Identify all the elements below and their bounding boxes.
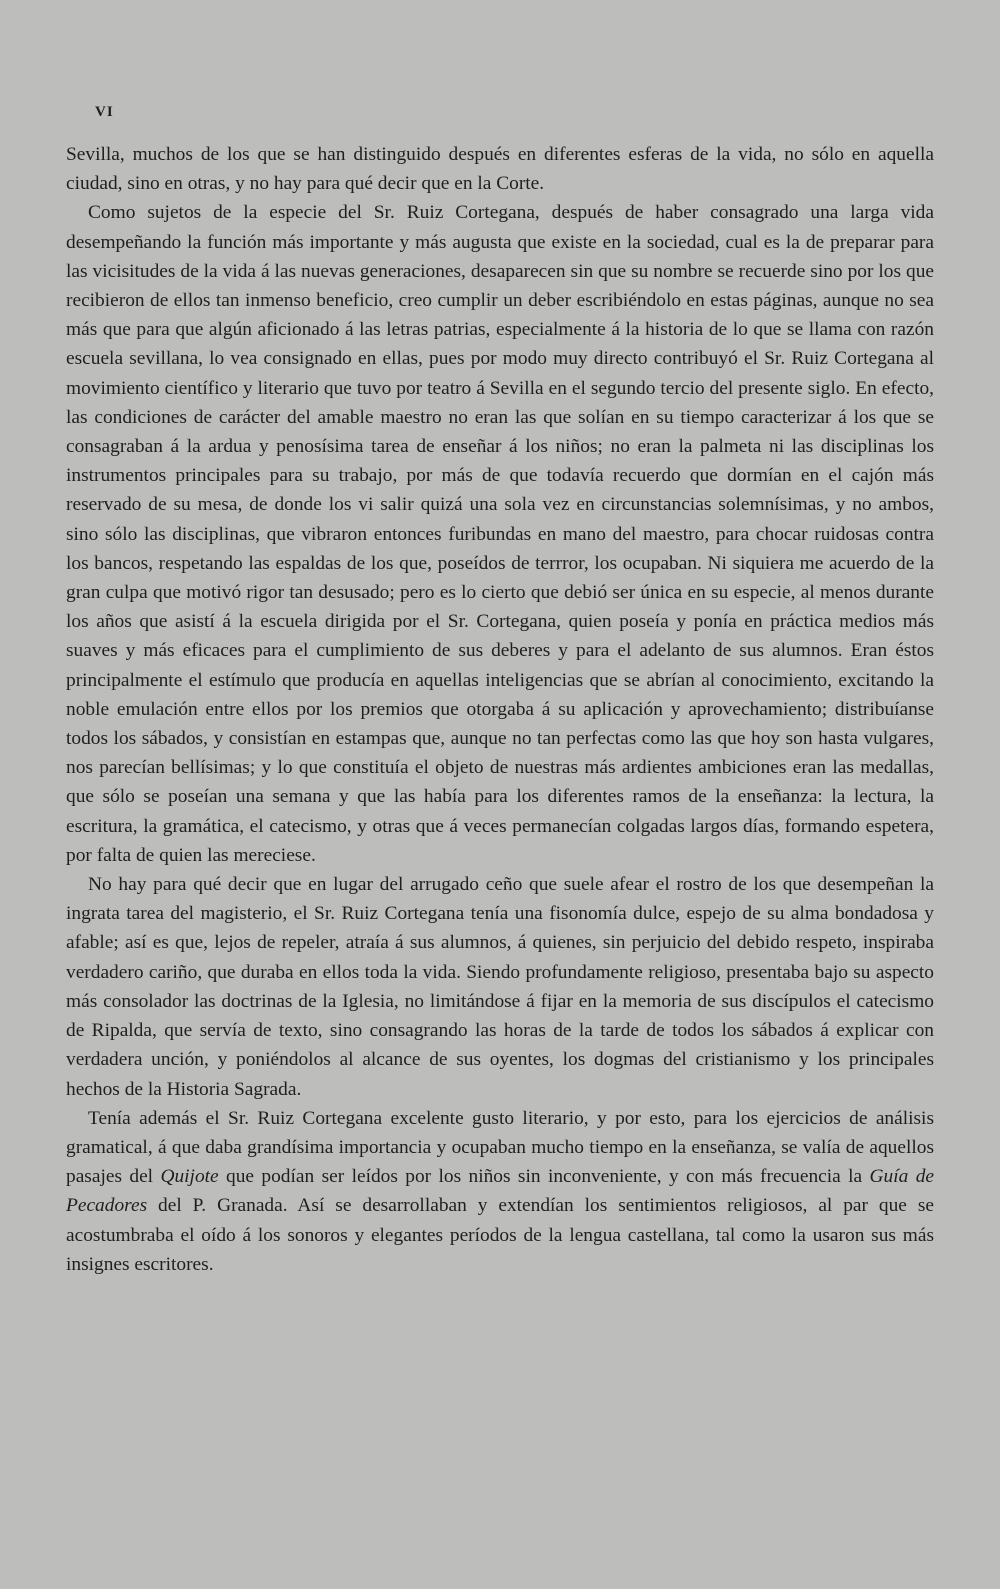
paragraph-3-text: No hay para qué decir que en lugar del arrugado ceño que suele afear el rostro de los que desempeñan la ingrata tarea del magisterio, el Sr. Ruiz Cortegana tenía una fisonomía dulce, espejo de su alma bondadosa y afable; así es que, lejos de repeler, atraía á sus alumnos, á quienes, sin perjuicio del debido respeto, inspiraba verdadero cariño, que duraba en ellos toda la vida. Siendo profundamente religioso, presentaba bajo su aspecto más consolador las doctrinas de la Iglesia, no limitándose á fijar en la memoria de sus discípulos el catecismo de Ripalda, que servía de texto, sino consagrando las horas de la tarde de todos los sábados á explicar con verdadera unción, y poniéndolos al alcance de sus oyentes, los dogmas del cristianismo y los principales hechos de la Historia Sagrada.: [66, 874, 934, 1100]
book-title-guia-de-pecadores: Guía de Pecadores: [66, 1166, 935, 1217]
paragraph-4-text-c: del P. Granada. Así se desarrollaban y extendían los sentimientos religiosos, al par que se acostumbraba el oído á los sonoros y elegantes períodos de la lengua castellana, tal como la usaron sus más insignes escritores.: [66, 1195, 934, 1275]
paragraph-2: [66, 198, 934, 870]
paragraph-4-text-a: Tenía además el Sr. Ruiz Cortegana excelente gusto literario, y por esto, para los ejercicios de análisis gramatical, á que daba grandísima importancia y ocupaban mucho tiempo en la enseñanza, se valía de aquellos pasajes del: [66, 1107, 934, 1188]
paragraph-1-text: Sevilla, muchos de los que se han distinguido después en diferentes esferas de la vida, no sólo en aquella ciudad, sino en otras, y no hay para qué decir que en la Corte.: [66, 144, 934, 195]
book-title-quijote: Quijote: [160, 1166, 219, 1188]
paragraph-4-text-b: que podían ser leídos por los niños sin inconveniente, y con más frecuencia la: [218, 1166, 870, 1188]
page-number: VI: [95, 104, 114, 120]
paragraph-1: [66, 140, 934, 198]
paragraph-3: [66, 870, 934, 1104]
paragraph-4: [66, 1104, 934, 1279]
body-text: [66, 140, 934, 1279]
paragraph-2-text: Como sujetos de la especie del Sr. Ruiz Cortegana, después de haber consagrado una larga vida desempeñando la función más importante y más augusta que existe en la sociedad, cual es la de preparar para las vicisitudes de la vida á las nuevas generaciones, desaparecen sin que su nombre se recuerde sino por los que recibieron de ellos tan inmenso beneficio, creo cumplir un deber escribiéndolo en estas páginas, aunque no sea más que para que algún aficionado á las letras patrias, especialmente á la historia de lo que se llama con razón escuela sevillana, lo vea consignado en ellas, pues por modo muy directo contribuyó el Sr. Ruiz Cortegana al movimiento científico y literario que tuvo por teatro á Sevilla en el segundo tercio del presente siglo. En efecto, las condiciones de carácter del amable maestro no eran las que solían en su tiempo caracterizar á los que se consagraban á la ardua y penosísima tarea de enseñar á los niños; no eran la palmeta ni las disciplinas los instrumentos principales para su trabajo, por más de que todavía recuerdo que dormían en el cajón más reservado de su mesa, de donde los vi salir quizá una sola vez en circunstancias solemnísimas, y no ambos, sino sólo las disciplinas, que vibraron entonces furibundas en mano del maestro, para chocar ruidosas contra los bancos, respetando las espaldas de los que, poseídos de terrror, los ocupaban. Ni siquiera me acuerdo de la gran culpa que motivó rigor tan desusado; pero es lo cierto que debió ser única en su especie, al menos durante los años que asistí á la escuela dirigida por el Sr. Cortegana, quien poseía y ponía en práctica medios más suaves y más eficaces para el cumplimiento de sus deberes y para el adelanto de sus alumnos. Eran éstos principalmente el estímulo que producía en aquellas inteligencias que se abrían al conocimiento, excitando la noble emulación entre ellos por los premios que otorgaba á su aplicación y aprovechamiento; distribuíanse todos los sábados, y consistían en estampas que, aunque no tan perfectas como las que hoy son hasta vulgares, nos parecían bellísimas; y lo que constituía el objeto de nuestras más ardientes ambiciones eran las medallas, que sólo se poseían una semana y que las había para los diferentes ramos de la enseñanza: la lectura, la escritura, la gramática, el catecismo, y otras que á veces permanecían colgadas largos días, formando espetera, por falta de quien las mereciese.: [66, 202, 934, 866]
